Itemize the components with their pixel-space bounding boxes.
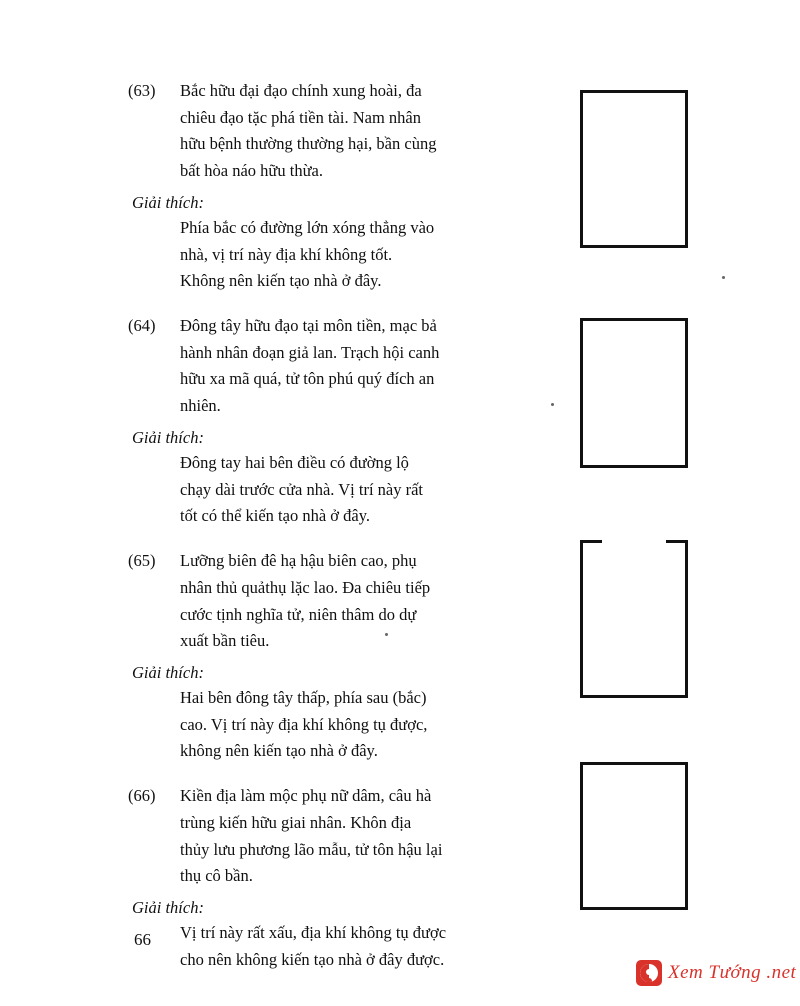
explanation-line: Đông tay hai bên điều có đường lộ	[180, 452, 409, 472]
scan-speck	[722, 276, 725, 279]
verse-block	[128, 548, 568, 655]
verse-block	[128, 313, 568, 420]
verse-line: bất hòa náo hữu thừa.	[180, 161, 323, 181]
verse-line: Đông tây hữu đạo tại môn tiền, mạc bả	[180, 316, 437, 336]
verse-line: Bắc hữu đại đạo chính xung hoài, đa	[180, 81, 422, 100]
explanation-line: cao. Vị trí này địa khí không tụ được,	[180, 714, 428, 734]
verse-line: thủy lưu phương lão mẫu, tử tôn hậu lại	[180, 839, 443, 859]
explanation-label: Giải thích:	[132, 427, 204, 447]
watermark	[636, 960, 796, 986]
explanation-line: nhà, vị trí này địa khí không tốt.	[180, 244, 393, 264]
diagram-closed-rectangle-4	[580, 762, 688, 910]
explanation-line: cho nên không kiến tạo nhà ở đây được.	[180, 949, 445, 969]
explanation-line: chạy dài trước cửa nhà. Vị trí này rất	[180, 479, 424, 499]
verse-line: trùng kiến hữu giai nhân. Khôn địa	[180, 812, 412, 832]
entry-64	[128, 313, 568, 530]
verse-line: Kiền địa làm mộc phụ nữ dâm, câu hà	[180, 786, 432, 806]
explanation-label: Giải thích:	[132, 662, 204, 682]
explanation-block	[128, 920, 568, 973]
verse-number: (66)	[128, 786, 156, 806]
verse-line: nhiên.	[180, 396, 221, 416]
yin-yang-icon	[636, 960, 662, 986]
verse-line: hành nhân đoạn giả lan. Trạch hội canh	[180, 342, 440, 362]
diagram-closed-rectangle-2	[580, 318, 688, 468]
verse-line: Lưỡng biên đê hạ hậu biên cao, phụ	[180, 551, 417, 571]
explanation-line: Không nên kiến tạo nhà ở đây.	[180, 271, 382, 291]
explanation-block	[128, 450, 568, 530]
explanation-block	[128, 215, 568, 295]
verse-number: (64)	[128, 316, 156, 336]
verse-number: (63)	[128, 81, 156, 100]
verse-line: hữu bệnh thường thường hại, bần cùng	[180, 134, 437, 154]
diagram-column	[580, 78, 720, 910]
watermark-text: Xem Tướng .net	[668, 962, 797, 983]
explanation-label: Giải thích:	[132, 897, 204, 917]
explanation-label: Giải thích:	[132, 192, 204, 212]
verse-line: xuất bần tiêu.	[180, 631, 270, 651]
page-number: 66	[134, 930, 151, 949]
verse-line: hữu xa mã quá, tử tôn phú quý đích an	[180, 369, 435, 389]
explanation-line: Hai bên đông tây thấp, phía sau (bắc)	[180, 687, 427, 707]
verse-number: (65)	[128, 551, 156, 571]
verse-line: cước tịnh nghĩa tử, niên thâm do dự	[180, 604, 417, 624]
explanation-line: Vị trí này rất xấu, địa khí không tụ được	[180, 922, 447, 942]
explanation-block	[128, 685, 568, 765]
explanation-line: Phía bắc có đường lớn xóng thẳng vào	[180, 217, 435, 237]
document-body	[128, 78, 568, 979]
entry-66	[128, 783, 568, 973]
verse-line: thụ cô bần.	[180, 866, 253, 886]
explanation-line: tốt có thể kiến tạo nhà ở đây.	[180, 506, 371, 526]
diagram-closed-rectangle-1	[580, 90, 688, 248]
explanation-line: không nên kiến tạo nhà ở đây.	[180, 741, 378, 761]
verse-line: nhân thủ quảthụ lặc lao. Đa chiêu tiếp	[180, 577, 431, 597]
entry-65	[128, 548, 568, 765]
verse-line: chiêu đạo tặc phá tiền tài. Nam nhân	[180, 107, 421, 127]
entry-63	[128, 78, 568, 295]
diagram-open-top-rectangle-3	[580, 540, 688, 698]
verse-block	[128, 783, 568, 890]
verse-block	[128, 78, 568, 185]
